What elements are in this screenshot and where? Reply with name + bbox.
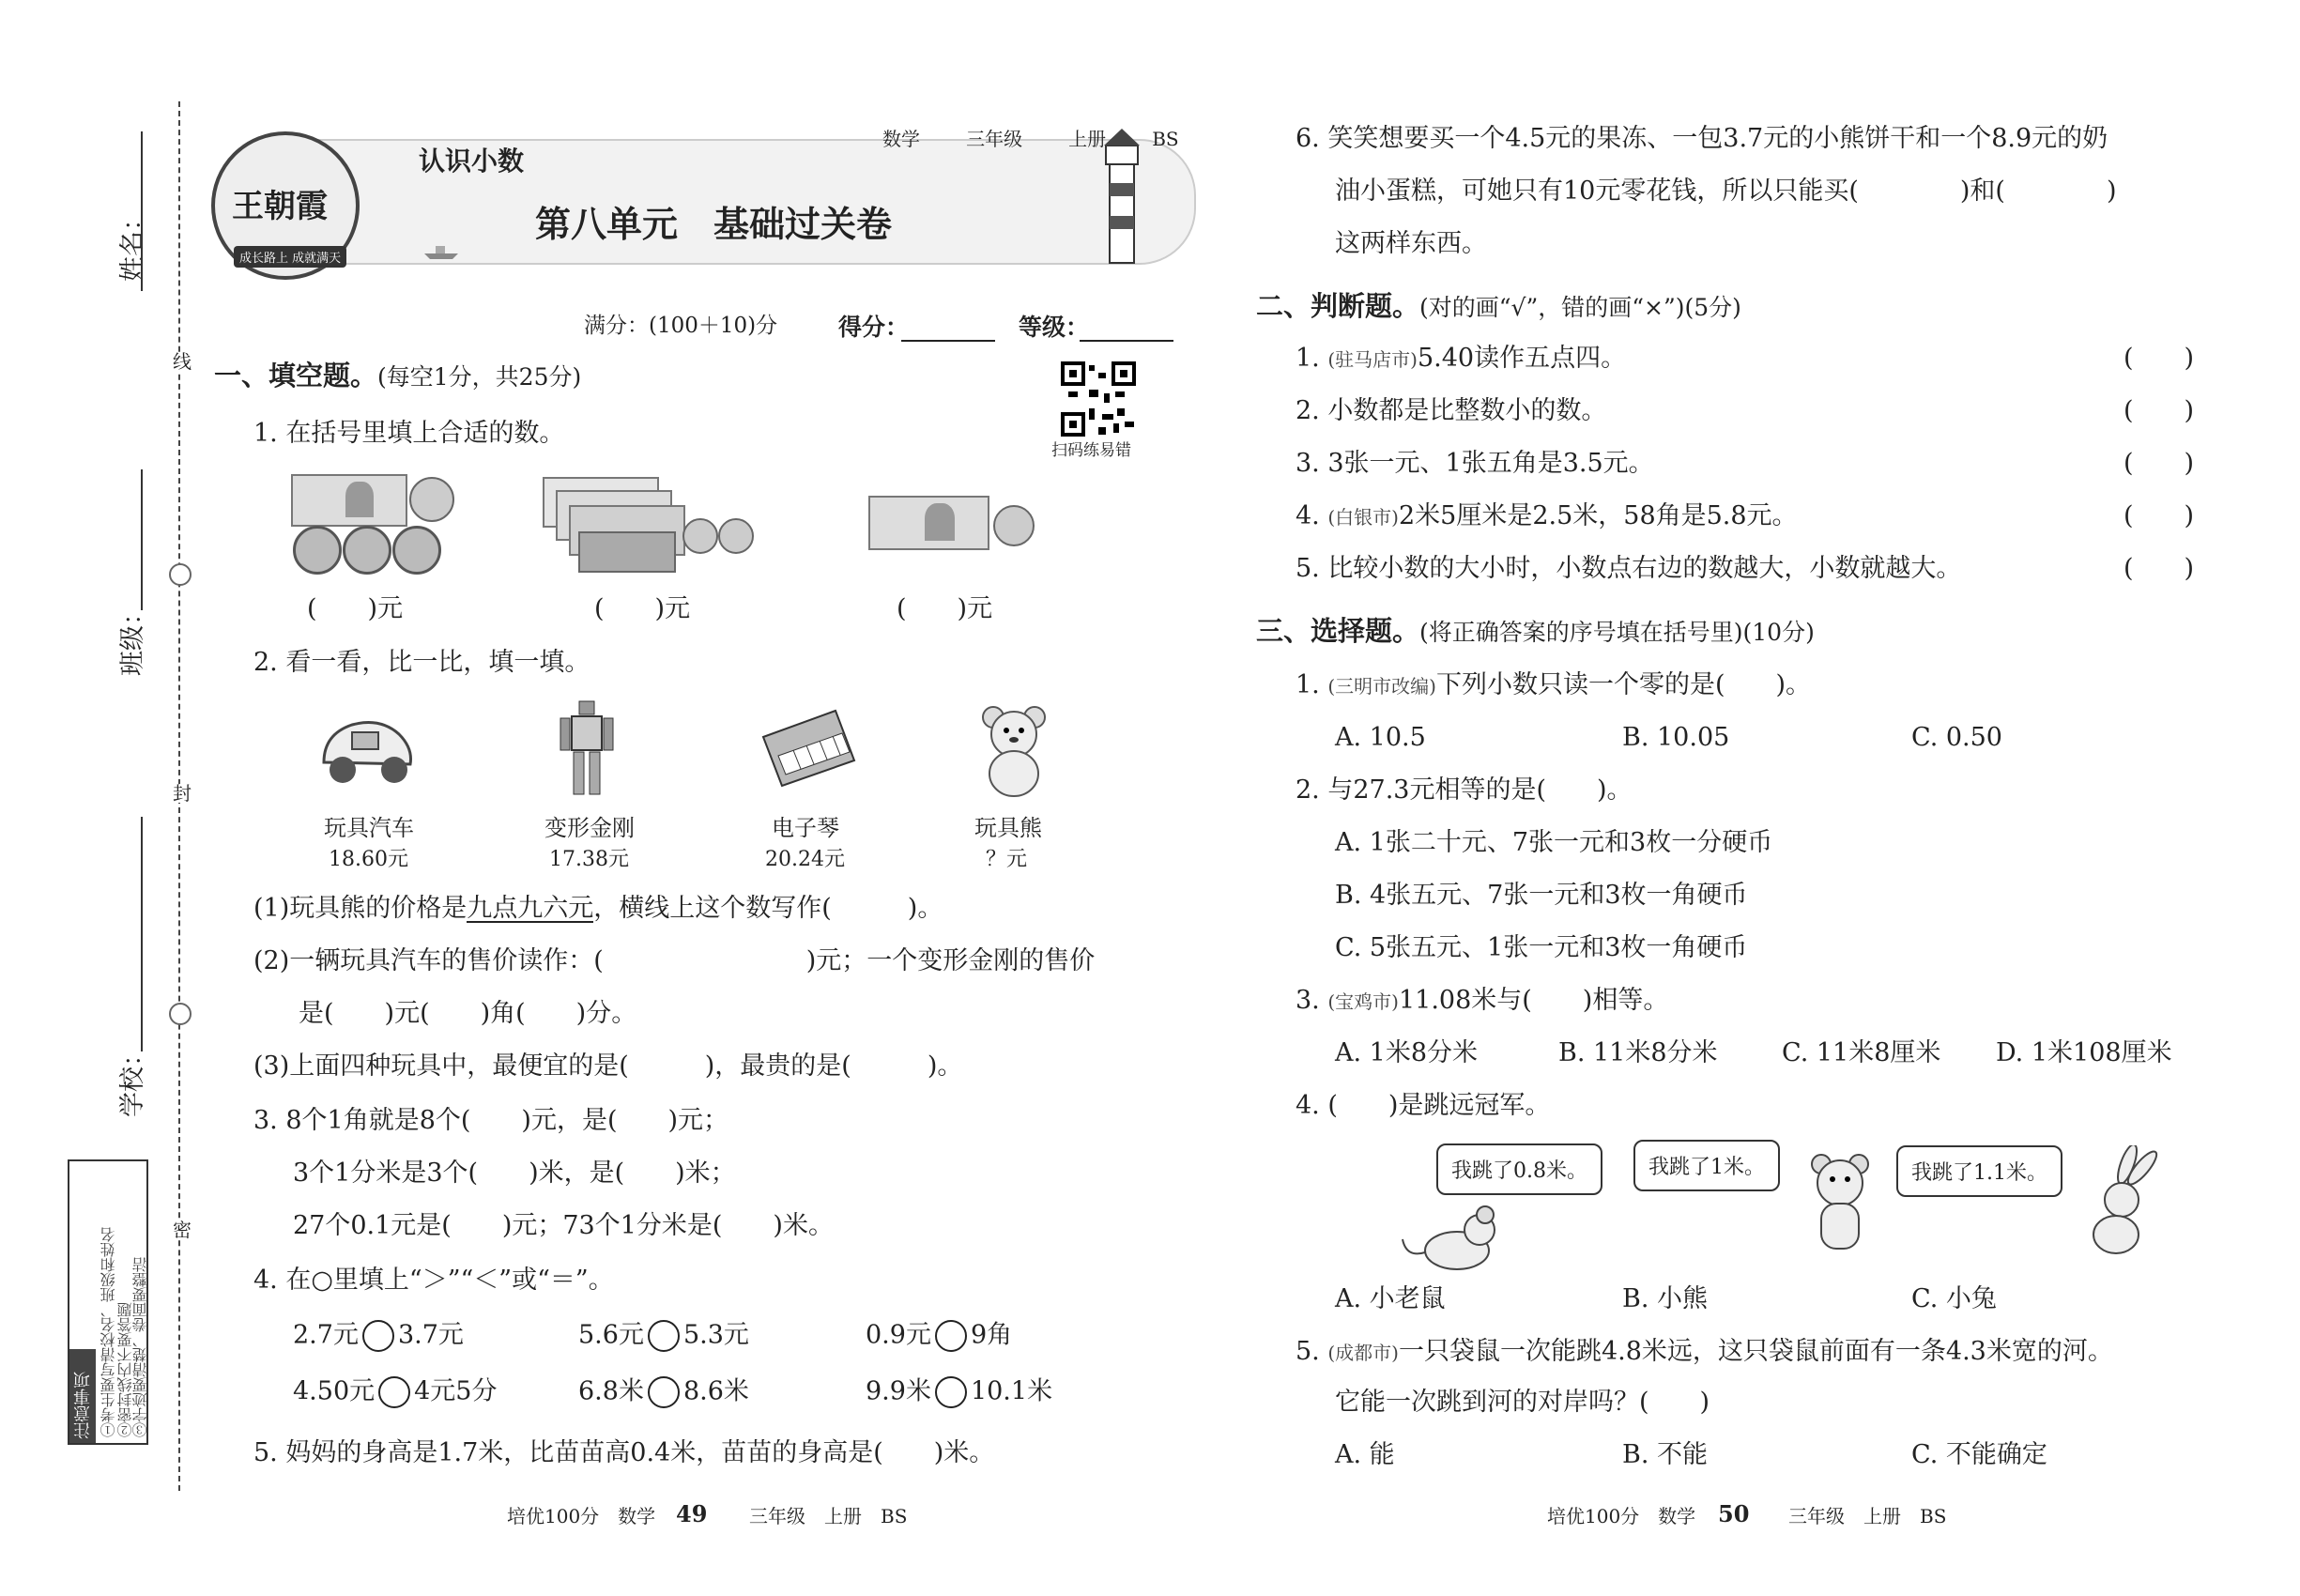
footer-book: 培优100分 数学: [1547, 1505, 1696, 1527]
judge-answer[interactable]: ( ): [2124, 501, 2195, 530]
choice-option[interactable]: C. 11米8厘米: [1782, 1038, 1941, 1067]
toy-price: 20.24元: [765, 848, 845, 871]
toy-price: 18.60元: [329, 848, 408, 871]
question-3c: 27个0.1元是( )元；73个1分米是( )米。: [293, 1211, 834, 1240]
section-2-title: 二、判断题。(对的画“√”，错的画“×”)(5分): [1256, 290, 1741, 322]
coin-icon: [682, 518, 718, 554]
school-label: 学校：: [118, 1041, 147, 1117]
keyboard-toy-icon: [756, 709, 859, 789]
question-2: 2. 看一看，比一比，填一填。: [253, 648, 590, 677]
choice-4: 4. ( )是跳远冠军。: [1296, 1091, 1551, 1120]
judge-answer[interactable]: ( ): [2124, 554, 2195, 583]
name-label: 姓名：: [118, 206, 147, 282]
question-6-cont2: 这两样东西。: [1335, 229, 1487, 258]
rabbit-icon: [2075, 1145, 2159, 1258]
section-1-title: 一、填空题。(每空1分，共25分): [214, 360, 582, 391]
choice-1: 1. (三明市改编)下列小数只读一个零的是( )。: [1296, 670, 1812, 699]
class-field[interactable]: [141, 469, 143, 610]
choice-option[interactable]: B. 4张五元、7张一元和3枚一角硬币: [1335, 881, 1748, 910]
choice-5-cont: 它能一次跳到河的对岸吗？( ): [1335, 1388, 1710, 1417]
judge-answer[interactable]: ( ): [2124, 396, 2195, 425]
toy-price: ？元: [986, 848, 1028, 871]
compare-circle[interactable]: [935, 1376, 967, 1408]
banknote-5-yuan-icon: [291, 474, 407, 527]
choice-option[interactable]: A. 小老鼠: [1335, 1284, 1446, 1313]
footer-book: 培优100分 数学: [507, 1505, 656, 1527]
question-6: 6. 笑笑想要买一个4.5元的果冻、一包3.7元的小熊饼干和一个8.9元的奶: [1296, 124, 2108, 153]
compare-circle[interactable]: [378, 1376, 410, 1408]
cut-mark-feng: 封: [173, 782, 192, 805]
score-full: 满分：(100＋10)分: [584, 314, 778, 338]
toy-name: 玩具熊: [974, 815, 1042, 841]
compare-circle[interactable]: [362, 1320, 394, 1352]
question-2-3: (3)上面四种玩具中，最便宜的是( )，最贵的是( )。: [253, 1051, 963, 1081]
logo-band: 成长路上 成就满天: [234, 246, 346, 268]
choice-option[interactable]: C. 0.50: [1911, 723, 2002, 752]
toy-price: 17.38元: [549, 848, 629, 871]
choice-option[interactable]: B. 不能: [1622, 1440, 1709, 1469]
judge-item: 4. (白银市)2米5厘米是2.5米，58角是5.8元。: [1296, 501, 1798, 530]
page-number: 50: [1718, 1500, 1750, 1527]
question-2-1: (1)玩具熊的价格是九点九六元，横线上这个数写作( )。: [253, 894, 943, 923]
topic-label: 认识小数: [419, 146, 525, 176]
question-2-2-cont: 是( )元( )角( )分。: [299, 999, 637, 1028]
notes-box: [68, 1159, 148, 1445]
coin-icon: [409, 477, 454, 522]
choice-2: 2. 与27.3元相等的是( )。: [1296, 775, 1633, 805]
compare-item: 5.6元 5.3元: [578, 1320, 749, 1352]
question-3: 3. 8个1角就是8个( )元，是( )元；: [253, 1106, 729, 1135]
toy-name: 变形金刚: [544, 815, 635, 841]
choice-5: 5. (成都市)一只袋鼠一次能跳4.8米远，这只袋鼠前面有一条4.3米宽的河。: [1296, 1337, 2113, 1366]
compare-circle[interactable]: [935, 1320, 967, 1352]
compare-circle[interactable]: [648, 1320, 680, 1352]
judge-answer[interactable]: ( ): [2124, 449, 2195, 478]
speech-bubble: 我跳了0.8米。: [1436, 1143, 1602, 1195]
question-4: 4. 在○里填上“＞”“＜”或“＝”。: [253, 1266, 614, 1295]
choice-option[interactable]: B. 10.05: [1622, 723, 1730, 752]
page-title: 第八单元 基础过关卷: [535, 204, 893, 245]
coin-1-yuan-icon: [392, 526, 441, 575]
coin-icon: [718, 518, 754, 554]
footer-grade: 三年级 上册 BS: [1788, 1505, 1947, 1527]
binding-hole-icon: [169, 563, 192, 586]
coin-1-yuan-icon: [343, 526, 391, 575]
cut-mark-mi: 密: [173, 1219, 192, 1241]
teddy-bear-icon: [976, 704, 1051, 798]
ship-icon: [422, 242, 460, 261]
judge-item: 2. 小数都是比整数小的数。: [1296, 396, 1607, 425]
qr-caption: 扫码练易错: [1051, 441, 1131, 460]
judge-item: 3. 3张一元、1张五角是3.5元。: [1296, 449, 1654, 478]
choice-option[interactable]: C. 小兔: [1911, 1284, 1997, 1313]
note-item: ②密封线内不要答题: [116, 1302, 134, 1437]
grade-label: 等级：: [1019, 314, 1090, 341]
note-item: ①考生要写清校名、班级和姓名: [100, 1227, 117, 1437]
choice-option[interactable]: B. 小熊: [1622, 1284, 1709, 1313]
qr-code-icon[interactable]: [1061, 361, 1136, 437]
lighthouse-icon: [1089, 127, 1155, 268]
mouse-icon: [1399, 1202, 1502, 1277]
choice-option[interactable]: A. 1张二十元、7张一元和3枚一分硬币: [1335, 828, 1773, 857]
binding-hole-icon: [169, 1003, 192, 1025]
note-item: ③字迹要清楚、卷面要整洁: [131, 1257, 149, 1437]
answer-blank[interactable]: ( )元: [594, 594, 691, 623]
speech-bubble: 我跳了1米。: [1633, 1140, 1780, 1191]
compare-circle[interactable]: [648, 1376, 680, 1408]
choice-option[interactable]: C. 不能确定: [1911, 1440, 2047, 1469]
choice-option[interactable]: A. 10.5: [1335, 723, 1426, 752]
question-5: 5. 妈妈的身高是1.7米，比苗苗高0.4米，苗苗的身高是( )米。: [253, 1438, 995, 1467]
bear-icon: [1802, 1151, 1878, 1264]
choice-option[interactable]: C. 5张五元、1张一元和3枚一角硬币: [1335, 933, 1748, 962]
compare-item: 0.9元 9角: [866, 1320, 1012, 1352]
footer-grade: 三年级 上册 BS: [749, 1505, 908, 1527]
banknote-icon: [578, 531, 676, 573]
score-label: 得分：: [838, 314, 910, 341]
compare-item: 6.8米 8.6米: [578, 1376, 749, 1408]
header-meta: 数学 三年级 上册 BS: [882, 128, 1179, 150]
choice-option[interactable]: A. 能: [1335, 1440, 1395, 1469]
answer-blank[interactable]: ( )元: [307, 594, 404, 623]
school-field[interactable]: [141, 817, 143, 1051]
question-2-2: (2)一辆玩具汽车的售价读作：( )元；一个变形金刚的售价: [253, 946, 1096, 975]
page-number: 49: [676, 1500, 708, 1527]
brand-logo: [211, 131, 360, 280]
speech-bubble: 我跳了1.1米。: [1896, 1145, 2062, 1197]
choice-option[interactable]: A. 1米8分米: [1335, 1038, 1479, 1067]
section-3-title: 三、选择题。(将正确答案的序号填在括号里)(10分): [1256, 615, 1815, 647]
notes-title: 注意事项: [73, 1372, 93, 1439]
toy-car-icon: [314, 706, 418, 790]
choice-3: 3. (宝鸡市)11.08米与( )相等。: [1296, 986, 1669, 1015]
toy-name: 玩具汽车: [324, 815, 414, 841]
class-label: 班级：: [118, 600, 147, 676]
question-3b: 3个1分米是3个( )米，是( )米；: [293, 1159, 736, 1188]
robot-toy-icon: [559, 699, 615, 798]
name-field[interactable]: [141, 131, 143, 291]
judge-item: 5. 比较小数的大小时，小数点右边的数越大，小数就越大。: [1296, 554, 1962, 583]
compare-item: 4.50元 4元5分: [293, 1376, 497, 1408]
question-1: 1. 在括号里填上合适的数。: [253, 419, 565, 448]
grade-field[interactable]: [1080, 340, 1173, 342]
question-6-cont: 油小蛋糕，可她只有10元零花钱，所以只能买( )和( ): [1335, 176, 2117, 206]
cut-mark-xian: 线: [173, 350, 192, 373]
judge-answer[interactable]: ( ): [2124, 344, 2195, 373]
compare-item: 9.9米 10.1米: [866, 1376, 1052, 1408]
judge-item: 1. (驻马店市)5.40读作五点四。: [1296, 344, 1627, 373]
toy-name: 电子琴: [772, 815, 839, 841]
coin-1-yuan-icon: [293, 526, 342, 575]
choice-option[interactable]: D. 1米108厘米: [1996, 1038, 2172, 1067]
compare-item: 2.7元 3.7元: [293, 1320, 464, 1352]
coin-icon: [993, 505, 1035, 546]
score-field[interactable]: [901, 340, 995, 342]
choice-option[interactable]: B. 11米8分米: [1558, 1038, 1718, 1067]
logo-text: 王朝霞: [232, 188, 328, 225]
answer-blank[interactable]: ( )元: [897, 594, 993, 623]
banknote-20-yuan-icon: [868, 496, 989, 550]
